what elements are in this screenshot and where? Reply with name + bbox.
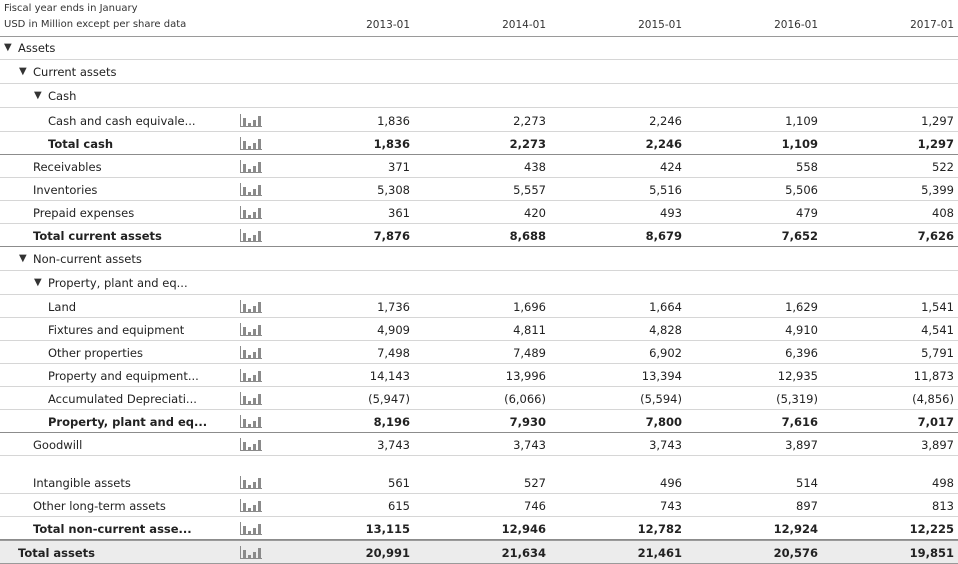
cell-value: 1,836 <box>373 137 410 151</box>
year-header: 2017-01 <box>910 19 954 31</box>
row-label: Receivables <box>33 160 102 174</box>
cell-value: 361 <box>388 206 410 220</box>
cell-value: 4,910 <box>785 323 818 337</box>
cell-value: 3,897 <box>785 438 818 452</box>
triangle-down-icon[interactable]: ▼ <box>34 277 42 288</box>
cell-value: 7,498 <box>377 346 410 360</box>
year-header: 2015-01 <box>638 19 682 31</box>
row-label: Total cash <box>48 137 114 151</box>
table-row <box>0 155 958 178</box>
cell-value: 3,743 <box>377 438 410 452</box>
row-label: Accumulated Depreciati... <box>48 392 197 406</box>
table-row-grand-total <box>0 540 958 564</box>
row-label: Property and equipment... <box>48 369 199 383</box>
cell-value: 615 <box>388 499 410 513</box>
table-row <box>0 318 958 341</box>
cell-value: 8,679 <box>645 229 682 243</box>
cell-value: 7,626 <box>917 229 954 243</box>
bar-chart-icon[interactable] <box>240 114 262 127</box>
cell-value: 438 <box>524 160 546 174</box>
cell-value: 19,851 <box>909 546 954 560</box>
cell-value: 1,736 <box>377 300 410 314</box>
table-row <box>0 364 958 387</box>
bar-chart-icon[interactable] <box>240 300 262 313</box>
row-label: Total current assets <box>33 229 162 243</box>
cell-value: 1,109 <box>781 137 818 151</box>
table-row <box>0 494 958 517</box>
cell-value: 3,743 <box>513 438 546 452</box>
cell-value: (6,066) <box>504 392 546 406</box>
table-row <box>0 341 958 364</box>
row-label: Total assets <box>18 546 96 560</box>
table-row <box>0 387 958 410</box>
cell-value: 5,308 <box>377 183 410 197</box>
bar-chart-icon[interactable] <box>240 137 262 150</box>
row-label: Other properties <box>48 346 143 360</box>
cell-value: 371 <box>388 160 410 174</box>
section-label: Assets <box>18 41 56 55</box>
cell-value: 743 <box>660 499 682 513</box>
cell-value: 5,516 <box>649 183 682 197</box>
cell-value: 1,836 <box>377 114 410 128</box>
cell-value: 21,634 <box>501 546 546 560</box>
cell-value: (5,947) <box>368 392 410 406</box>
cell-value: 6,396 <box>785 346 818 360</box>
bar-chart-icon[interactable] <box>240 476 262 489</box>
row-label: Goodwill <box>33 438 83 452</box>
cell-value: 7,017 <box>917 415 954 429</box>
section-label: Cash <box>48 89 77 103</box>
cell-value: 514 <box>796 476 818 490</box>
bar-chart-icon[interactable] <box>240 546 262 559</box>
triangle-down-icon[interactable]: ▼ <box>19 253 27 264</box>
row-label: Property, plant and eq... <box>48 415 208 429</box>
bar-chart-icon[interactable] <box>240 415 262 428</box>
bar-chart-icon[interactable] <box>240 369 262 382</box>
cell-value: 12,225 <box>909 522 954 536</box>
cell-value: 3,743 <box>649 438 682 452</box>
triangle-down-icon[interactable]: ▼ <box>4 42 12 53</box>
row-label: Other long-term assets <box>33 499 166 513</box>
table-row <box>0 433 958 456</box>
bar-chart-icon[interactable] <box>240 392 262 405</box>
cell-value: 1,696 <box>513 300 546 314</box>
cell-value: 1,109 <box>785 114 818 128</box>
bar-chart-icon[interactable] <box>240 229 262 242</box>
cell-value: 7,876 <box>373 229 410 243</box>
cell-value: (4,856) <box>912 392 954 406</box>
table-row <box>0 295 958 318</box>
cell-value: 12,946 <box>501 522 546 536</box>
section-cash[interactable] <box>0 84 958 108</box>
section-label: Property, plant and eq... <box>48 276 188 290</box>
cell-value: 11,873 <box>913 369 954 383</box>
row-label: Total non-current asse... <box>33 522 192 536</box>
cell-value: 1,297 <box>921 114 954 128</box>
cell-value: 2,246 <box>645 137 682 151</box>
bar-chart-icon[interactable] <box>240 206 262 219</box>
cell-value: 522 <box>932 160 954 174</box>
section-assets[interactable] <box>0 37 958 60</box>
cell-value: 424 <box>660 160 682 174</box>
cell-value: 4,909 <box>377 323 410 337</box>
row-label: Prepaid expenses <box>33 206 135 220</box>
cell-value: 8,688 <box>509 229 546 243</box>
cell-value: 4,828 <box>649 323 682 337</box>
cell-value: 13,394 <box>641 369 682 383</box>
bar-chart-icon[interactable] <box>240 323 262 336</box>
cell-value: 5,791 <box>921 346 954 360</box>
year-header: 2013-01 <box>366 19 410 31</box>
cell-value: 479 <box>796 206 818 220</box>
cell-value: 3,897 <box>921 438 954 452</box>
cell-value: 2,273 <box>509 137 546 151</box>
section-ppe[interactable] <box>0 271 958 295</box>
fiscal-note: Fiscal year ends in January <box>4 3 138 14</box>
bar-chart-icon[interactable] <box>240 183 262 196</box>
table-row-total <box>0 517 958 540</box>
table-row <box>0 108 958 132</box>
cell-value: 6,902 <box>649 346 682 360</box>
row-label: Land <box>48 300 77 314</box>
cell-value: 2,273 <box>513 114 546 128</box>
bar-chart-icon[interactable] <box>240 522 262 535</box>
table-header <box>0 0 958 36</box>
cell-value: 13,115 <box>365 522 410 536</box>
table-row-total <box>0 132 958 155</box>
cell-value: (5,319) <box>776 392 818 406</box>
cell-value: 408 <box>932 206 954 220</box>
bar-chart-icon[interactable] <box>240 160 262 173</box>
cell-value: 12,782 <box>637 522 682 536</box>
cell-value: 420 <box>524 206 546 220</box>
cell-value: 897 <box>796 499 818 513</box>
cell-value: 561 <box>388 476 410 490</box>
row-label: Fixtures and equipment <box>48 323 185 337</box>
cell-value: 1,297 <box>917 137 954 151</box>
bar-chart-icon[interactable] <box>240 346 262 359</box>
cell-value: 493 <box>660 206 682 220</box>
cell-value: 4,541 <box>921 323 954 337</box>
cell-value: 7,800 <box>645 415 682 429</box>
cell-value: 7,930 <box>509 415 546 429</box>
row-label: Inventories <box>33 183 98 197</box>
row-label: Intangible assets <box>33 476 131 490</box>
table-row-total <box>0 224 958 247</box>
cell-value: 13,996 <box>505 369 546 383</box>
table-row <box>0 471 958 494</box>
bar-chart-icon[interactable] <box>240 438 262 451</box>
cell-value: 746 <box>524 499 546 513</box>
cell-value: 20,991 <box>365 546 410 560</box>
table-row-total <box>0 410 958 433</box>
row-label: Cash and cash equivale... <box>48 114 196 128</box>
table-row <box>0 178 958 201</box>
section-non-current-assets[interactable] <box>0 247 958 271</box>
cell-value: (5,594) <box>640 392 682 406</box>
cell-value: 7,652 <box>781 229 818 243</box>
cell-value: 4,811 <box>513 323 546 337</box>
section-label: Current assets <box>33 65 117 79</box>
cell-value: 7,616 <box>781 415 818 429</box>
cell-value: 5,557 <box>513 183 546 197</box>
cell-value: 7,489 <box>513 346 546 360</box>
section-label: Non-current assets <box>33 252 142 266</box>
cell-value: 20,576 <box>773 546 818 560</box>
cell-value: 527 <box>524 476 546 490</box>
cell-value: 21,461 <box>637 546 682 560</box>
cell-value: 558 <box>796 160 818 174</box>
table-row <box>0 201 958 224</box>
triangle-down-icon[interactable]: ▼ <box>34 90 42 101</box>
cell-value: 813 <box>932 499 954 513</box>
cell-value: 1,629 <box>785 300 818 314</box>
cell-value: 2,246 <box>649 114 682 128</box>
section-current-assets[interactable] <box>0 60 958 84</box>
cell-value: 498 <box>932 476 954 490</box>
cell-value: 12,935 <box>777 369 818 383</box>
cell-value: 1,664 <box>649 300 682 314</box>
year-header: 2016-01 <box>774 19 818 31</box>
cell-value: 496 <box>660 476 682 490</box>
cell-value: 1,541 <box>921 300 954 314</box>
units-note: USD in Million except per share data <box>4 19 187 30</box>
cell-value: 12,924 <box>773 522 818 536</box>
cell-value: 8,196 <box>373 415 410 429</box>
cell-value: 5,399 <box>921 183 954 197</box>
bar-chart-icon[interactable] <box>240 499 262 512</box>
cell-value: 5,506 <box>785 183 818 197</box>
cell-value: 14,143 <box>369 369 410 383</box>
year-header: 2014-01 <box>502 19 546 31</box>
triangle-down-icon[interactable]: ▼ <box>19 66 27 77</box>
